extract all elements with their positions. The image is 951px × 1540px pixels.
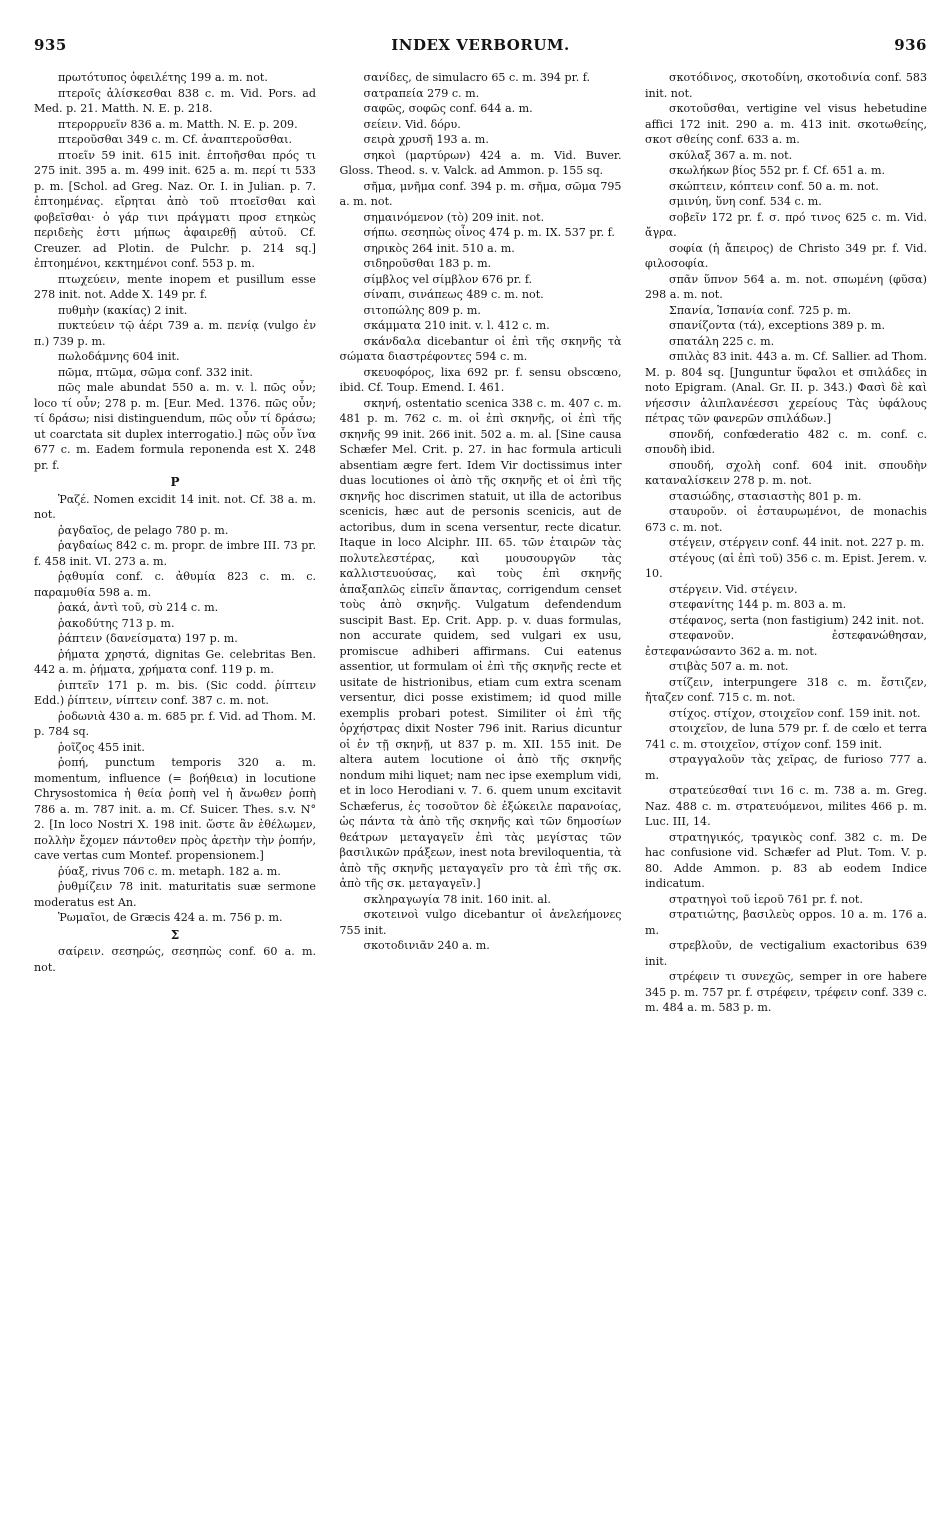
index-entry: σκοτεινοὶ vulgo dicebantur οἱ ἀνελεήμονες 755 init.: [339, 908, 622, 937]
index-entry: στρατηγικός, τραγικὸς conf. 382 c. m. De hac confusione vid. Schæfer ad Plut. Tom. V. p. 80. Adde Ammon. p. 83 ab eodem Indice indicatum.: [645, 830, 927, 890]
index-entry: πωλοδάμνης 604 init.: [58, 350, 180, 363]
index-entry: στρατιώτης, βασιλεὺς oppos. 10 a. m. 176 a. m.: [645, 908, 927, 937]
index-entry: στασιώδης, στασιαστὴς 801 p. m.: [669, 489, 862, 503]
index-entry: στρεβλοῦν, de vectigalium exactoribus 639 init.: [645, 939, 927, 968]
index-entry: σειρὰ χρυσῆ 193 a. m.: [363, 133, 489, 146]
index-entry: ῥυθμίζειν 78 init. maturitatis suæ sermone moderatus est An.: [34, 880, 316, 909]
index-entry: στέγειν, στέργειν conf. 44 init. not. 227 p. m.: [669, 536, 925, 549]
index-entry: Ῥωμαῖοι, de Græcis 424 a. m. 756 p. m.: [58, 911, 283, 924]
index-entry: σπουδή, σχολὴ conf. 604 init. σπουδὴν καταναλίσκειν 278 p. m. not.: [645, 458, 927, 487]
running-title: INDEX VERBORUM.: [391, 36, 570, 54]
index-column-middle: [340, 70, 622, 1016]
index-entry: σαίρειν. σεσηρώς, σεσηπὼς conf. 60 a. m. not.: [34, 945, 316, 974]
index-entry: πυθμὴν (κακίας) 2 init.: [58, 303, 188, 317]
page-number-left: 935: [34, 36, 67, 54]
index-entry: στέγους (αἱ ἐπὶ τοῦ) 356 c. m. Epist. Jerem. v. 10.: [645, 551, 927, 580]
index-entry: σκάμματα 210 init. v. l. 412 c. m.: [363, 319, 550, 332]
index-entry: σιτοπώλης 809 p. m.: [363, 303, 481, 317]
index-entry: πῶμα, πτῶμα, σῶμα conf. 332 init.: [58, 365, 253, 379]
index-entry: σταυροῦν. οἱ ἐσταυρωμένοι, de monachis 673 c. m. not.: [645, 505, 927, 534]
index-column-right: [645, 70, 927, 1016]
index-entry: στέργειν. Vid. στέγειν.: [669, 582, 798, 596]
index-entry: σκωλήκων βίος 552 pr. f. Cf. 651 a. m.: [669, 164, 886, 177]
index-entry: στραγγαλοῦν τὰς χεῖρας, de furioso 777 a. m.: [645, 753, 927, 782]
index-entry: πτωχεύειν, mente inopem et pusillum esse 278 init. not. Adde X. 149 pr. f.: [34, 272, 316, 301]
index-entry: σῆμα, μνῆμα conf. 394 p. m. σῆμα, σῶμα 795 a. m. not.: [339, 179, 622, 208]
index-entry: ῥύαξ, rivus 706 c. m. metaph. 182 a. m.: [58, 864, 281, 878]
index-entry: σημαινόμενον (τὸ) 209 init. not.: [363, 210, 545, 224]
index-entry: ῥακοδύτης 713 p. m.: [58, 616, 175, 630]
index-entry: σπονδή, confœderatio 482 c. m. conf. c. σπουδὴ ibid.: [645, 427, 927, 456]
index-entry: στοιχεῖον, de luna 579 pr. f. de cœlo et terra 741 c. m. στοιχεῖον, στίχον conf. 159 init.: [645, 722, 927, 751]
index-entry: στρατεύεσθαί τινι 16 c. m. 738 a. m. Greg. Naz. 488 c. m. στρατευόμενοι, milites 466 p. m. Luc. III, 14.: [645, 784, 927, 828]
index-entry: σανίδες, de simulacro 65 c. m. 394 pr. f.: [363, 71, 590, 84]
index-entry: ῥιπτεῖν 171 p. m. bis. (Sic codd. ῥίπτειν Edd.) ῥίπτειν, νίπτειν conf. 387 c. m. not.: [34, 678, 316, 707]
index-entry: σαφῶς, σοφῶς conf. 644 a. m.: [363, 102, 533, 115]
index-entry: σκοτόδινος, σκοτοδίνη, σκοτοδινία conf. 583 init. not.: [645, 71, 927, 100]
index-entry: πῶς male abundat 550 a. m. v. l. πῶς οὖν; loco τί οὖν; 278 p. m. [Eur. Med. 1376. πῶς οὖν; τί δράσω; nisi distinguendum, πῶς οὖν τί δράσω; ut coarctata sit duplex interrogatio.] πῶς οὖν ἵνα 677 c. m. Eadem formula reponenda est X. 248 pr. f.: [34, 381, 316, 472]
index-entry: σηκοὶ (μαρτύρων) 424 a. m. Vid. Buver. Gloss. Theod. s. v. Valck. ad Ammon. p. 155 sq.: [339, 148, 622, 177]
index-entry: πτεροῦσθαι 349 c. m. Cf. ἀναπτεροῦσθαι.: [58, 133, 292, 146]
index-entry: ῥαγδαίως 842 c. m. propr. de imbre III. 73 pr. f. 458 init. VI. 273 a. m.: [34, 539, 316, 568]
index-entry: σατραπεία 279 c. m.: [363, 86, 480, 100]
index-entry: σίμβλος vel σίμβλον 676 pr. f.: [363, 272, 533, 286]
index-entry: σείειν. Vid. δόρυ.: [363, 117, 461, 131]
index-entry: στίχος. στίχον, στοιχεῖον conf. 159 init. not.: [669, 706, 921, 720]
index-entry: στρέφειν τι συνεχῶς, semper in ore habere 345 p. m. 757 pr. f. στρέφειν, τρέφειν conf. 339 c. m. 484 a. m. 583 p. m.: [645, 970, 927, 1014]
index-entry: σκύλαξ 367 a. m. not.: [669, 148, 793, 162]
index-entry: σήπω. σεσηπὼς οἶνος 474 p. m. IX. 537 pr. f.: [363, 226, 615, 239]
index-entry: σοφία (ἡ ἄπειρος) de Christo 349 pr. f. Vid. φιλοσοφία.: [645, 241, 927, 270]
index-entry: σκληραγωγία 78 init. 160 init. al.: [363, 892, 551, 906]
index-entry: ῥοπή, punctum temporis 320 a. m. momentum, influence (= βοήθεια) in locutione Chrysostomica ἡ θεία ῥοπὴ vel ἡ ἄνωθεν ῥοπὴ 786 a. m. 787 init. a. m. Cf. Suicer. Thes. s.v. N° 2. [In loco Nostri X. 198 init. ὥστε ἂν ἐθέλωμεν, πολλὴν ἔχομεν πάντοθεν πρὸς ἀρετὴν τὴν ῥοπήν, cave vertas cum Montef. propensionem.]: [34, 756, 316, 862]
index-entry: σμινύη, ὕνη conf. 534 c. m.: [669, 195, 822, 208]
index-entry: στεφανίτης 144 p. m. 803 a. m.: [669, 598, 847, 611]
index-entry: στίζειν, interpungere 318 c. m. ἔστιζεν, ἤταζεν conf. 715 c. m. not.: [645, 675, 927, 704]
index-entry: σιδηροῦσθαι 183 p. m.: [363, 257, 492, 270]
index-entry: πτοεῖν 59 init. 615 init. ἐπτοῆσθαι πρός τι 275 init. 395 a. m. 499 init. 625 a. m. περί τι 533 p. m. [Schol. ad Greg. Naz. Or. I. in Julian. p. 7. ἐπτοημένας. εἴρηται ἀπὸ τοῦ πτοεῖσθαι καὶ φοβεῖσθαι· ὁ γάρ τινι πράγματι προσ ετηκὼς περιδεὴς ἐστι μήπως ἀφαιρεθῇ αὐτοῦ. Cf. Creuzer. ad Plotin. de Pulchr. p. 214 sq.] ἐπτοημένοι, κεκτημένοι conf. 553 p. m.: [34, 148, 316, 270]
index-entry: Ῥαζέ. Nomen excidit 14 init. not. Cf. 38 a. m. not.: [34, 492, 316, 521]
section-letter: P: [170, 475, 180, 489]
index-entry: σκοτοδινιᾶν 240 a. m.: [363, 939, 490, 952]
index-entry: σπατάλη 225 c. m.: [669, 334, 775, 348]
index-entry: Σπανία, Ἱσπανία conf. 725 p. m.: [669, 303, 852, 317]
index-entry: σκώπτειν, κόπτειν conf. 50 a. m. not.: [669, 179, 879, 193]
index-entry: στεφανοῦν. ἐστεφανώθησαν, ἐστεφανώσαντο 362 a. m. not.: [645, 629, 927, 658]
index-entry: σκηνή, ostentatio scenica 338 c. m. 407 c. m. 481 p. m. 762 c. m. οἱ ἐπὶ σκηνῆς, οἱ ἐπὶ τῆς σκηνῆς 99 init. 266 init. 502 a. m. al. [Sine causa Schæfer Mel. Crit. p. 27. in hac formula articuli absentiam ægre fert. Idem Vir doctissimus inter duas locutiones οἱ ἀπὸ τῆς σκηνῆς et οἱ ἐπὶ τῆς σκηνῆς hoc discrimen statuit, ut illa de actoribus scenicis, hæc aut de personis scenicis, aut de actoribus, dum in scena versentur, recte dicatur. Itaque in loco Alciphr. III. 65. τῶν ἑταιρῶν τὰς πολυτελεστέρας, καὶ μουσουργῶν τὰς καλλιστευούσας, καὶ τοὺς ἐπὶ σκηνῆς ἁπαξαπλῶς εἰπεῖν ἅπαντας, corrigendum censet τοὺς ἀπὸ σκηνῆς. Vulgatum defendendum suscipit Bast. Ep. Crit. App. p. v. duas formulas, non accurate quidem, sed vulgari ex usu, promiscue adhiberi affirmans. Cui eatenus assentior, ut formulam οἱ ἐπὶ τῆς σκηνῆς recte et usitate de histrionibus, etiam cum extra scenam versentur, dici posse existimem; id quod mille exemplis probari potest. Similiter οἱ ἐπὶ τῆς ὀρχήστρας dixit Noster 796 init. Rarius dicuntur οἱ ἐν τῇ σκηνῇ, ut 837 p. m. XII. 155 init. De altera autem locutione οἱ ἀπὸ τῆς σκηνῆς nondum mihi liquet; nam nec ipse exemplum vidi, et in loco Herodiani v. 7. 6. quem unum excitavit Schæferus, ἐς τοσοῦτον δὲ ἐξώκειλε παρανοίας, ὡς πάντα τὰ ἀπὸ τῆς σκηνῆς καὶ τῶν δημοσίων θεάτρων μεταγαγεῖν ἐπὶ τὰς μεγίστας τῶν βασιλικῶν πράξεων, inest nota breviloquentia, τὰ ἀπὸ τῆς σκηνῆς μεταγαγεῖν pro τὰ ἐπὶ τῆς σκ. ἀπὸ τῆς σκ. μεταγαγεῖν.]: [339, 396, 622, 890]
index-entry: πυκτεύειν τῷ ἀέρι 739 a. m. πενίᾳ (vulgo ἐν π.) 739 p. m.: [34, 319, 316, 348]
index-entry: ῥακά, ἀντὶ τοῦ, σὺ 214 c. m.: [58, 601, 219, 614]
index-entry: σπανίζοντα (τά), exceptions 389 p. m.: [669, 319, 886, 332]
index-entry: ῥάπτειν (δανείσματα) 197 p. m.: [58, 632, 238, 645]
index-entry: σοβεῖν 172 pr. f. σ. πρό τινος 625 c. m. Vid. ἄγρα.: [645, 210, 927, 239]
index-entry: ῥοδωνιὰ 430 a. m. 685 pr. f. Vid. ad Thom. M. p. 784 sq.: [34, 709, 316, 738]
index-entry: σπᾶν ὕπνον 564 a. m. not. σπωμένη (φῦσα) 298 a. m. not.: [645, 272, 927, 301]
index-entry: στέφανος, serta (non fastigium) 242 init. not.: [669, 613, 925, 627]
page-number-right: 936: [894, 36, 927, 54]
index-entry: σηρικὸς 264 init. 510 a. m.: [363, 241, 515, 255]
index-entry: πτεροῖς ἁλίσκεσθαι 838 c. m. Vid. Pors. ad Med. p. 21. Matth. N. E. p. 218.: [34, 86, 316, 115]
index-columns: [34, 70, 927, 1016]
index-entry: σπιλὰς 83 init. 443 a. m. Cf. Sallier. ad Thom. M. p. 804 sq. [Junguntur ὕφαλοι et σπιλάδες in noto Epigram. (Anal. Gr. II. p. 343.) Φασὶ δὲ καὶ νήεσσιν ἁλιπλανέεσσι χερείους Τὰς ὑφάλους πέτρας τῶν φανερῶν σπιλάδων.]: [645, 350, 927, 425]
index-entry: στιβὰς 507 a. m. not.: [669, 660, 789, 673]
index-column-left: [34, 70, 316, 1016]
index-entry: πτερορρυεῖν 836 a. m. Matth. N. E. p. 209.: [58, 117, 298, 131]
index-entry: ῥήματα χρηστά, dignitas Ge. celebritas Ben. 442 a. m. ῥήματα, χρήματα conf. 119 p. m.: [34, 647, 316, 676]
index-entry: ῥαγδαῖος, de pelago 780 p. m.: [58, 523, 229, 537]
index-entry: πρωτότυπος ὀφειλέτης 199 a. m. not.: [58, 71, 268, 84]
running-header: [34, 30, 927, 64]
index-entry: σκοτοῦσθαι, vertigine vel visus hebetudine affici 172 init. 290 a. m. 413 init. σκοτωθείης, σκοτ σθείης conf. 633 a. m.: [645, 102, 927, 146]
index-entry: σκευοφόρος, lixa 692 pr. f. sensu obscœno, ibid. Cf. Toup. Emend. I. 461.: [339, 365, 622, 394]
index-entry: ῥᾳθυμία conf. c. ἀθυμία 823 c. m. c. παραμυθία 598 a. m.: [34, 570, 316, 599]
index-entry: σίναπι, σινάπεως 489 c. m. not.: [363, 288, 544, 301]
index-entry: ῥοῖζος 455 init.: [58, 740, 145, 754]
index-entry: σκάνδαλα dicebantur οἱ ἐπὶ τῆς σκηνῆς τὰ σώματα διαστρέφοντες 594 c. m.: [339, 334, 622, 363]
index-entry: στρατηγοὶ τοῦ ἱεροῦ 761 pr. f. not.: [669, 892, 863, 906]
section-letter: Σ: [170, 927, 180, 942]
